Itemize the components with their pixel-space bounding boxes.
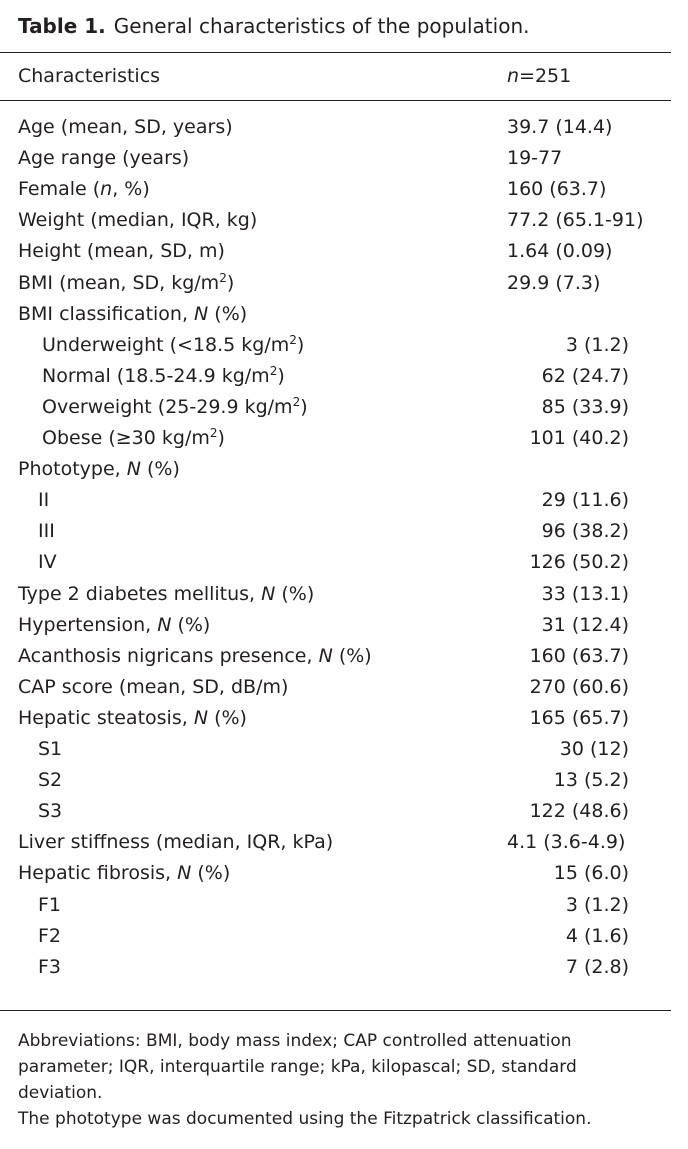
table-row	[0, 672, 671, 703]
table-row	[0, 610, 671, 641]
characteristic-text: Age range (years)	[18, 147, 190, 170]
characteristic-text: IV	[38, 551, 57, 574]
characteristic-text: Height (mean, SD, m)	[18, 240, 225, 263]
characteristic-text: BMI (mean, SD, kg/m	[18, 271, 220, 294]
row-characteristic	[38, 547, 57, 578]
table-row	[0, 547, 671, 578]
table-row	[0, 516, 671, 547]
table-title: General characteristics of the population.	[113, 14, 530, 38]
row-characteristic	[18, 454, 180, 485]
characteristic-text: Hepatic fibrosis,	[18, 862, 178, 885]
top-rule	[0, 52, 671, 53]
table-row	[0, 796, 671, 827]
table-caption	[18, 12, 678, 40]
characteristic-symbol: N	[261, 582, 276, 605]
characteristic-text: II	[38, 489, 50, 512]
characteristic-text-suffix: )	[277, 364, 285, 387]
row-value: 96 (38.2)	[541, 520, 629, 543]
characteristic-text-suffix: , %)	[112, 178, 150, 201]
table-row	[0, 299, 671, 330]
row-characteristic	[18, 610, 210, 641]
footnote-abbreviations: Abbreviations: BMI, body mass index; CAP controlled attenuation parameter; IQR, interquartile range; kPa, kilopascal; SD, standard deviation.	[18, 1031, 577, 1103]
row-characteristic	[42, 423, 225, 454]
row-value: 101 (40.2)	[529, 427, 629, 449]
table-row	[0, 330, 671, 361]
row-characteristic	[38, 890, 61, 921]
row-characteristic	[38, 796, 62, 827]
row-characteristic	[38, 485, 49, 516]
table-row	[0, 765, 671, 796]
table-row	[0, 921, 671, 952]
row-value: 15 (6.0)	[553, 862, 629, 885]
characteristic-text: Hepatic steatosis,	[18, 706, 194, 729]
table-row	[0, 361, 671, 392]
row-characteristic	[42, 392, 308, 423]
characteristic-text: Type 2 diabetes mellitus,	[18, 582, 262, 605]
row-value: 165 (65.7)	[529, 706, 629, 729]
characteristic-superscript: 2	[209, 426, 218, 440]
characteristic-superscript: 2	[289, 332, 297, 347]
characteristic-text-suffix: (%)	[275, 582, 315, 605]
characteristic-text: S2	[38, 769, 63, 792]
row-characteristic	[38, 734, 62, 765]
row-value: 29.9 (7.3)	[507, 271, 601, 294]
row-characteristic	[18, 827, 333, 858]
table-row	[0, 205, 671, 236]
row-characteristic	[18, 205, 257, 236]
bottom-rule	[0, 1010, 671, 1011]
table-row	[0, 268, 671, 299]
characteristic-symbol: N	[126, 458, 141, 481]
characteristic-text: Liver stiffness (median, IQR, kPa)	[18, 831, 334, 854]
header-sample-size	[507, 61, 571, 92]
row-value: 31 (12.4)	[541, 613, 629, 636]
row-value: 29 (11.6)	[541, 489, 629, 512]
characteristic-text: F3	[38, 955, 62, 978]
table-row	[0, 112, 671, 143]
header-characteristics: Characteristics	[18, 65, 161, 87]
row-characteristic	[18, 672, 288, 703]
row-value: 7 (2.8)	[565, 955, 629, 978]
characteristic-text: Weight (median, IQR, kg)	[18, 209, 258, 232]
table-row	[0, 890, 671, 921]
table-row	[0, 454, 671, 485]
row-value: 62 (24.7)	[541, 364, 629, 387]
table-row	[0, 734, 671, 765]
row-characteristic	[18, 641, 372, 672]
table-row	[0, 236, 671, 267]
row-characteristic	[42, 361, 285, 392]
row-value: 13 (5.2)	[553, 769, 629, 792]
table-row	[0, 858, 671, 889]
characteristic-symbol: n	[100, 178, 113, 201]
characteristic-symbol: N	[193, 706, 209, 729]
characteristic-text-suffix: (%)	[208, 302, 248, 325]
table-header-row	[0, 61, 671, 92]
characteristic-text: CAP score (mean, SD, dB/m)	[18, 675, 289, 698]
table-row	[0, 579, 671, 610]
table-row	[0, 174, 671, 205]
characteristic-superscript: 2	[292, 394, 301, 409]
row-value: 85 (33.9)	[541, 395, 629, 418]
footnote-phototype: The phototype was documented using the Fitzpatrick classification.	[18, 1109, 592, 1129]
characteristic-symbol: N	[157, 613, 172, 636]
characteristic-text-suffix: )	[217, 427, 225, 449]
row-characteristic	[18, 143, 189, 174]
characteristic-superscript: 2	[219, 270, 227, 285]
characteristic-text: Acanthosis nigricans presence,	[18, 644, 319, 667]
row-value: 33 (13.1)	[541, 582, 629, 605]
row-value: 270 (60.6)	[529, 675, 629, 698]
characteristic-text: S3	[38, 800, 63, 823]
table-row	[0, 641, 671, 672]
characteristic-text-suffix: )	[226, 271, 235, 294]
characteristic-text: Female (	[18, 178, 101, 201]
characteristic-text: Age (mean, SD, years)	[18, 116, 233, 138]
row-value: 122 (48.6)	[529, 800, 629, 823]
row-characteristic	[18, 579, 314, 610]
characteristic-text: Phototype,	[18, 458, 127, 481]
table-row	[0, 143, 671, 174]
row-characteristic	[18, 703, 247, 734]
characteristic-text-suffix: (%)	[332, 644, 372, 667]
row-value: 3 (1.2)	[565, 333, 629, 356]
characteristic-symbol: N	[194, 302, 209, 325]
row-characteristic	[38, 952, 61, 983]
table-row	[0, 952, 671, 983]
header-n-symbol: n	[507, 65, 520, 87]
table-row	[0, 703, 671, 734]
row-value: 1.64 (0.09)	[507, 240, 613, 263]
row-value: 19-77	[507, 147, 563, 170]
characteristic-text: Normal (18.5-24.9 kg/m	[42, 364, 270, 387]
row-value: 160 (63.7)	[507, 178, 607, 201]
row-value: 3 (1.2)	[565, 893, 629, 916]
header-rule	[0, 100, 671, 101]
characteristic-text-suffix: )	[296, 333, 305, 356]
characteristic-text: F1	[38, 893, 62, 916]
characteristic-text: Underweight (<18.5 kg/m	[42, 333, 290, 356]
row-characteristic	[38, 765, 62, 796]
row-value: 30 (12)	[559, 738, 629, 760]
characteristic-text-suffix: (%)	[171, 613, 211, 636]
characteristic-text: BMI classification,	[18, 302, 195, 325]
characteristic-text: Hypertension,	[18, 613, 158, 636]
row-value: 4.1 (3.6-4.9)	[507, 831, 626, 854]
row-characteristic	[18, 112, 233, 143]
characteristic-text-suffix: (%)	[191, 862, 231, 885]
row-characteristic	[42, 330, 304, 361]
row-characteristic	[18, 299, 247, 330]
characteristic-text: S1	[38, 738, 63, 760]
characteristic-text: III	[38, 520, 55, 543]
characteristic-text: F2	[38, 924, 62, 947]
characteristic-text: Obese (≥30 kg/m	[42, 427, 210, 449]
table-row	[0, 423, 671, 454]
characteristic-text-suffix: )	[300, 395, 308, 418]
row-value: 77.2 (65.1-91)	[507, 209, 644, 232]
row-characteristic	[18, 174, 150, 205]
row-characteristic	[38, 516, 55, 547]
table-row	[0, 827, 671, 858]
characteristic-symbol: N	[177, 862, 192, 885]
header-n-value: =251	[519, 65, 572, 87]
characteristic-superscript: 2	[269, 363, 278, 378]
characteristic-text-suffix: (%)	[140, 458, 180, 481]
characteristic-text-suffix: (%)	[208, 706, 247, 729]
row-characteristic	[18, 858, 230, 889]
characteristic-symbol: N	[318, 644, 333, 667]
characteristic-text: Overweight (25-29.9 kg/m	[42, 395, 293, 418]
table-row	[0, 392, 671, 423]
row-value: 4 (1.6)	[565, 924, 629, 947]
row-value: 39.7 (14.4)	[507, 116, 613, 138]
row-characteristic	[18, 236, 225, 267]
row-value: 160 (63.7)	[529, 644, 629, 667]
table-label: Table 1.	[18, 14, 106, 38]
row-characteristic	[18, 268, 234, 299]
table-row	[0, 485, 671, 516]
row-characteristic	[38, 921, 61, 952]
row-value: 126 (50.2)	[529, 551, 629, 574]
